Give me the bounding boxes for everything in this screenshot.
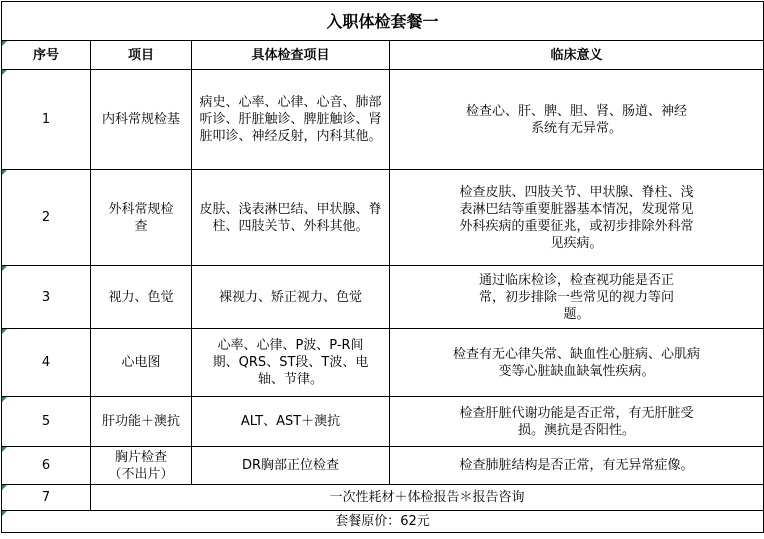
row-no: 2 xyxy=(2,170,91,266)
header-item: 项目 xyxy=(91,41,192,70)
row-item: 肝功能＋澳抗 xyxy=(91,397,192,447)
row-item: 内科常规检基 xyxy=(91,70,192,170)
table-header-row xyxy=(2,41,764,70)
header-no: 序号 xyxy=(2,41,91,70)
package-price: 套餐原价：62元 xyxy=(2,511,764,533)
row-no: 7 xyxy=(2,485,91,511)
row-item: 外科常规检查 xyxy=(91,170,192,266)
table-row xyxy=(2,397,764,447)
row-item: 视力、色觉 xyxy=(91,266,192,329)
header-meaning: 临床意义 xyxy=(390,41,764,70)
row-details: 心率、心律、P波、P-R间期、QRS、ST段、T波、电轴、节律。 xyxy=(192,329,390,397)
row-item: 心电图 xyxy=(91,329,192,397)
table-row xyxy=(2,170,764,266)
table-row xyxy=(2,485,764,511)
table-row xyxy=(2,329,764,397)
header-details: 具体检查项目 xyxy=(192,41,390,70)
row-no: 6 xyxy=(2,447,91,485)
table-row xyxy=(2,447,764,485)
row-consumables: 一次性耗材＋体检报告＊报告咨询 xyxy=(91,485,764,511)
table-row xyxy=(2,266,764,329)
row-meaning: 检查肝脏代谢功能是否正常，有无肝脏受损。澳抗是否阳性。 xyxy=(390,397,764,447)
row-no: 1 xyxy=(2,70,91,170)
row-meaning: 通过临床检诊，检查视功能是否正常，初步排除一些常见的视力等问题。 xyxy=(390,266,764,329)
package-title: 入职体检套餐一 xyxy=(2,2,764,41)
row-details: DR胸部正位检查 xyxy=(192,447,390,485)
footer-row xyxy=(2,511,764,533)
row-meaning: 检查皮肤、四肢关节、甲状腺、脊柱、浅表淋巴结等重要脏器基本情况，发现常见外科疾病的重要征兆，或初步排除外科常见疾病。 xyxy=(390,170,764,266)
table-row xyxy=(2,70,764,170)
row-item: 胸片检查（不出片） xyxy=(91,447,192,485)
checkup-package-table xyxy=(1,1,764,533)
row-meaning: 检查肺脏结构是否正常，有无异常症像。 xyxy=(390,447,764,485)
row-no: 3 xyxy=(2,266,91,329)
row-meaning: 检查心、肝、脾、胆、肾、肠道、神经系统有无异常。 xyxy=(390,70,764,170)
row-details: 病史、心率、心律、心音、肺部听诊、肝脏触诊、脾脏触诊、肾脏叩诊、神经反射，内科其他。 xyxy=(192,70,390,170)
row-details: 皮肤、浅表淋巴结、甲状腺、脊柱、四肢关节、外科其他。 xyxy=(192,170,390,266)
row-details: 裸视力、矫正视力、色觉 xyxy=(192,266,390,329)
row-no: 4 xyxy=(2,329,91,397)
row-no: 5 xyxy=(2,397,91,447)
row-details: ALT、AST＋澳抗 xyxy=(192,397,390,447)
row-meaning: 检查有无心律失常、缺血性心脏病、心肌病变等心脏缺血缺氧性疾病。 xyxy=(390,329,764,397)
